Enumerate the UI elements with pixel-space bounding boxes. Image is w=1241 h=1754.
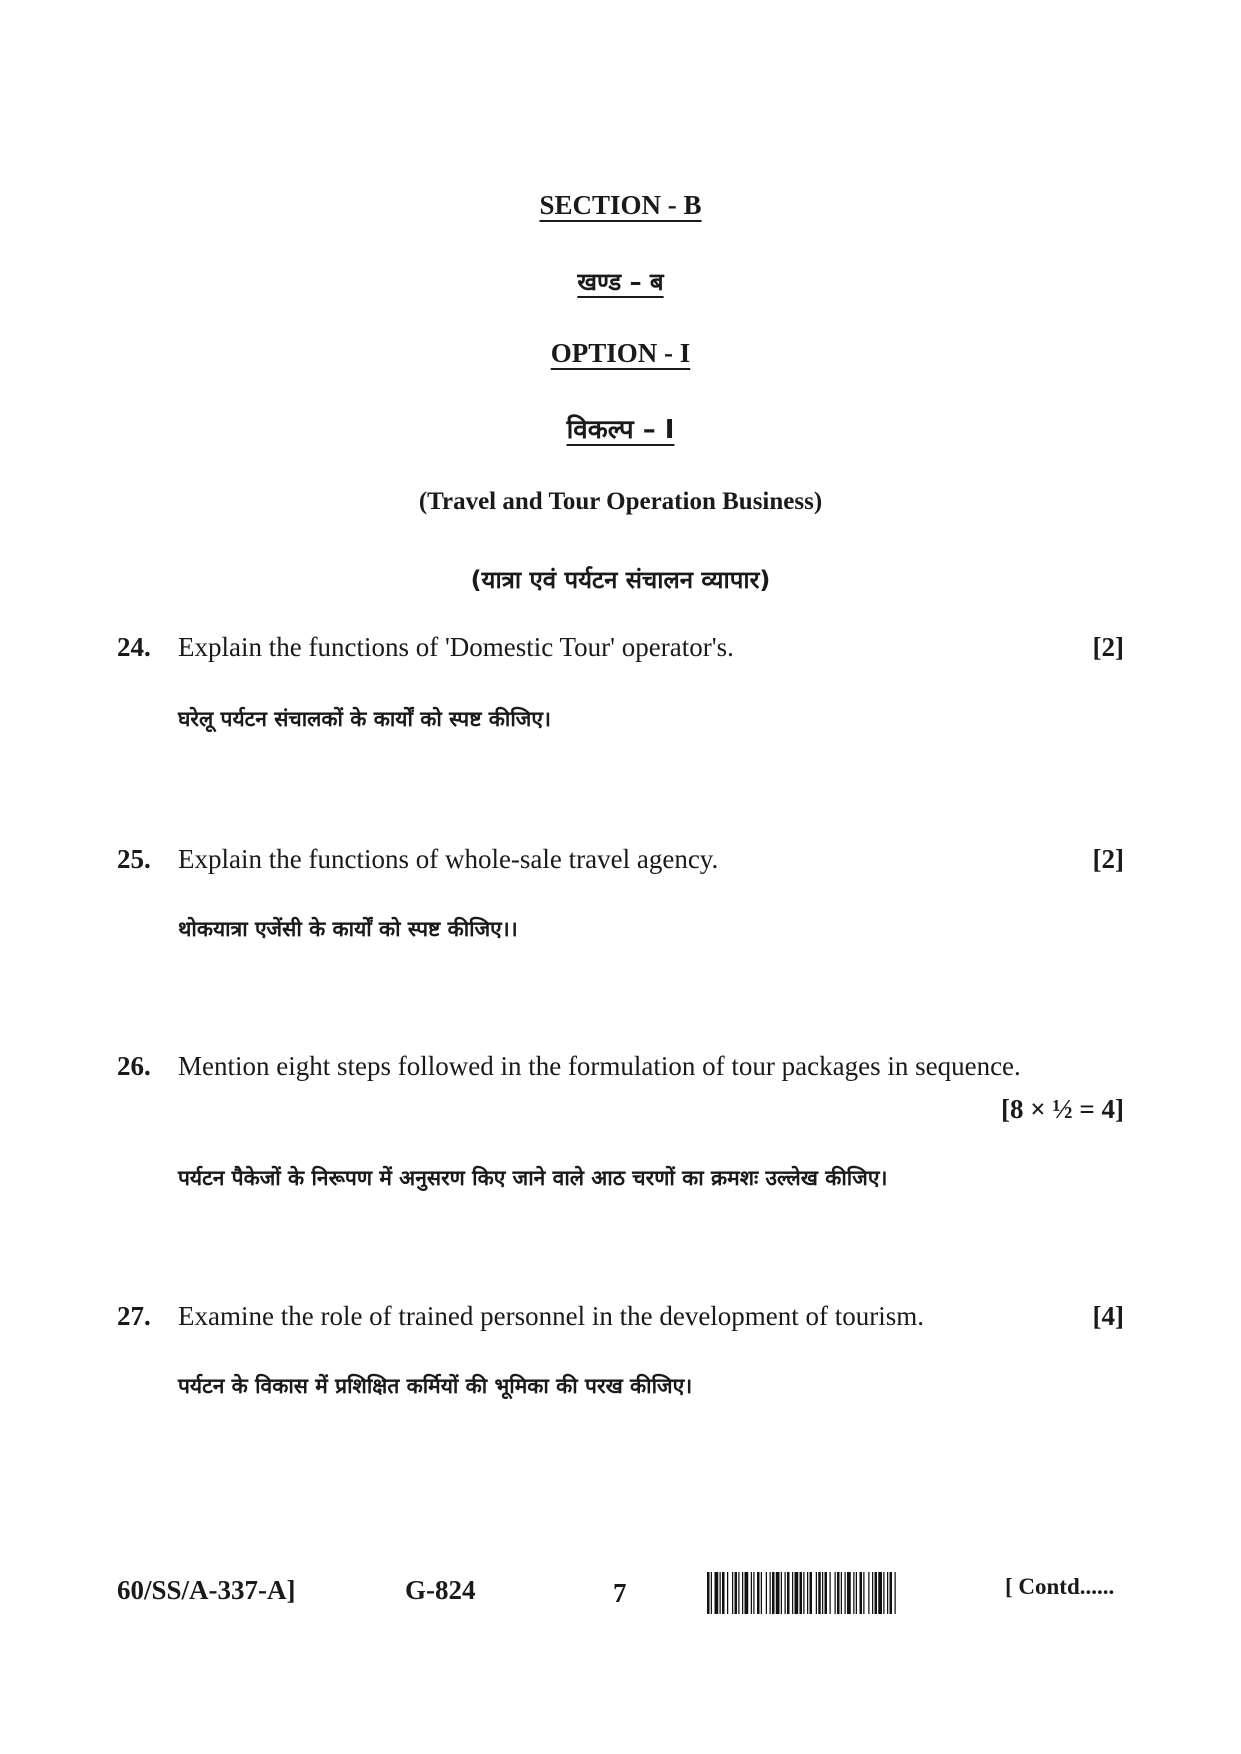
section-title-hi: खण्ड – ब — [577, 268, 664, 296]
question-text-hindi: पर्यटन पैकेजों के निरूपण में अनुसरण किए जाने वाले आठ चरणों का क्रमशः उल्लेख कीजिए। — [178, 1166, 888, 1190]
barcode-bar — [822, 1572, 823, 1614]
question-text: Examine the role of trained personnel in the development of tourism. — [178, 1301, 925, 1331]
barcode-bar — [787, 1572, 790, 1614]
barcode-bar — [781, 1572, 782, 1614]
question-marks: [8 × ½ = 4] — [1000, 1094, 1124, 1124]
barcode-bar — [757, 1572, 760, 1614]
barcode-bar — [875, 1572, 878, 1614]
barcode-bar — [883, 1572, 884, 1614]
barcode-bar — [887, 1572, 888, 1614]
question-number: 26. — [117, 1051, 151, 1081]
barcode-bar — [735, 1572, 738, 1614]
subject-heading — [0, 488, 1241, 516]
barcode-bar — [830, 1572, 831, 1614]
question-text-hindi: पर्यटन के विकास में प्रशिक्षित कर्मियों की भूमिका की परख कीजिए। — [178, 1374, 693, 1398]
question-number: 25. — [117, 844, 151, 874]
question-number: 24. — [117, 632, 151, 662]
barcode-bar — [835, 1572, 836, 1614]
question-marks: [2] — [1092, 632, 1124, 662]
question-marks: [2] — [1092, 844, 1124, 874]
barcode-bar — [807, 1572, 808, 1614]
barcode-bar — [825, 1572, 828, 1614]
barcode-bar — [845, 1572, 846, 1614]
barcode-bar — [795, 1572, 799, 1614]
barcode-bar — [810, 1572, 813, 1614]
barcode-bar — [742, 1572, 743, 1614]
barcode-bar — [878, 1572, 882, 1614]
section-title-en: SECTION - B — [539, 190, 702, 220]
barcode-bar — [715, 1572, 719, 1614]
section-heading-hindi — [0, 265, 1241, 298]
barcode-bar — [766, 1572, 767, 1614]
option-title-en: OPTION - I — [550, 338, 691, 368]
question-text: Explain the functions of 'Domestic Tour' operator's. — [178, 632, 734, 662]
barcode-bar — [853, 1572, 854, 1614]
barcode-bar — [856, 1572, 857, 1614]
barcode-bar — [722, 1572, 725, 1614]
barcode-bar — [890, 1572, 893, 1614]
barcode-bar — [792, 1572, 793, 1614]
subject-heading-hindi — [0, 563, 1241, 596]
barcode-bar — [868, 1572, 869, 1614]
barcode-icon — [707, 1572, 959, 1614]
question-text-hindi: घरेलू पर्यटन संचालकों के कार्यों को स्पष्ट कीजिए। — [178, 707, 551, 731]
barcode-bar — [863, 1572, 864, 1614]
option-title-hi: विकल्प – I — [566, 415, 675, 445]
barcode-bar — [860, 1572, 863, 1614]
barcode-bar — [751, 1572, 752, 1614]
question-text: Mention eight steps followed in the formulation of tour packages in sequence. — [178, 1051, 1021, 1081]
subject-title-hi: (यात्रा एवं पर्यटन संचालन व्यापार) — [470, 566, 771, 594]
set-code: G-824 — [405, 1575, 476, 1605]
barcode-bar — [720, 1572, 721, 1614]
barcode-bar — [785, 1572, 786, 1614]
barcode-bar — [803, 1572, 804, 1614]
page-number: 7 — [613, 1578, 627, 1608]
barcode-bar — [818, 1572, 821, 1614]
barcode-bar — [776, 1572, 780, 1614]
barcode-bar — [770, 1572, 771, 1614]
barcode-bar — [800, 1572, 803, 1614]
subject-title-en: (Travel and Tour Operation Business) — [418, 488, 823, 515]
barcode-bar — [753, 1572, 754, 1614]
barcode-bar — [847, 1572, 851, 1614]
barcode-bar — [837, 1572, 840, 1614]
barcode-bar — [772, 1572, 775, 1614]
option-heading-hindi — [0, 410, 1241, 446]
barcode-bar — [841, 1572, 842, 1614]
contd-label: [ Contd...... — [1005, 1574, 1115, 1599]
barcode-bar — [745, 1572, 749, 1614]
barcode-bar — [872, 1572, 873, 1614]
section-heading — [0, 190, 1241, 221]
barcode-bar — [727, 1572, 728, 1614]
barcode-bar — [732, 1572, 733, 1614]
question-number: 27. — [117, 1301, 151, 1331]
barcode-bar — [816, 1572, 817, 1614]
barcode-bar — [711, 1572, 712, 1614]
barcode-bar — [738, 1572, 739, 1614]
option-heading — [0, 338, 1241, 369]
question-text: Explain the functions of whole-sale travel agency. — [178, 844, 719, 874]
paper-code: 60/SS/A-337-A] — [117, 1575, 296, 1605]
barcode-bar — [761, 1572, 762, 1614]
barcode-bar — [895, 1572, 896, 1614]
barcode-bar — [707, 1572, 710, 1614]
question-text-hindi: थोकयात्रा एजेंसी के कार्यों को स्पष्ट कीजिए।। — [178, 917, 518, 941]
question-marks: [4] — [1092, 1301, 1124, 1331]
